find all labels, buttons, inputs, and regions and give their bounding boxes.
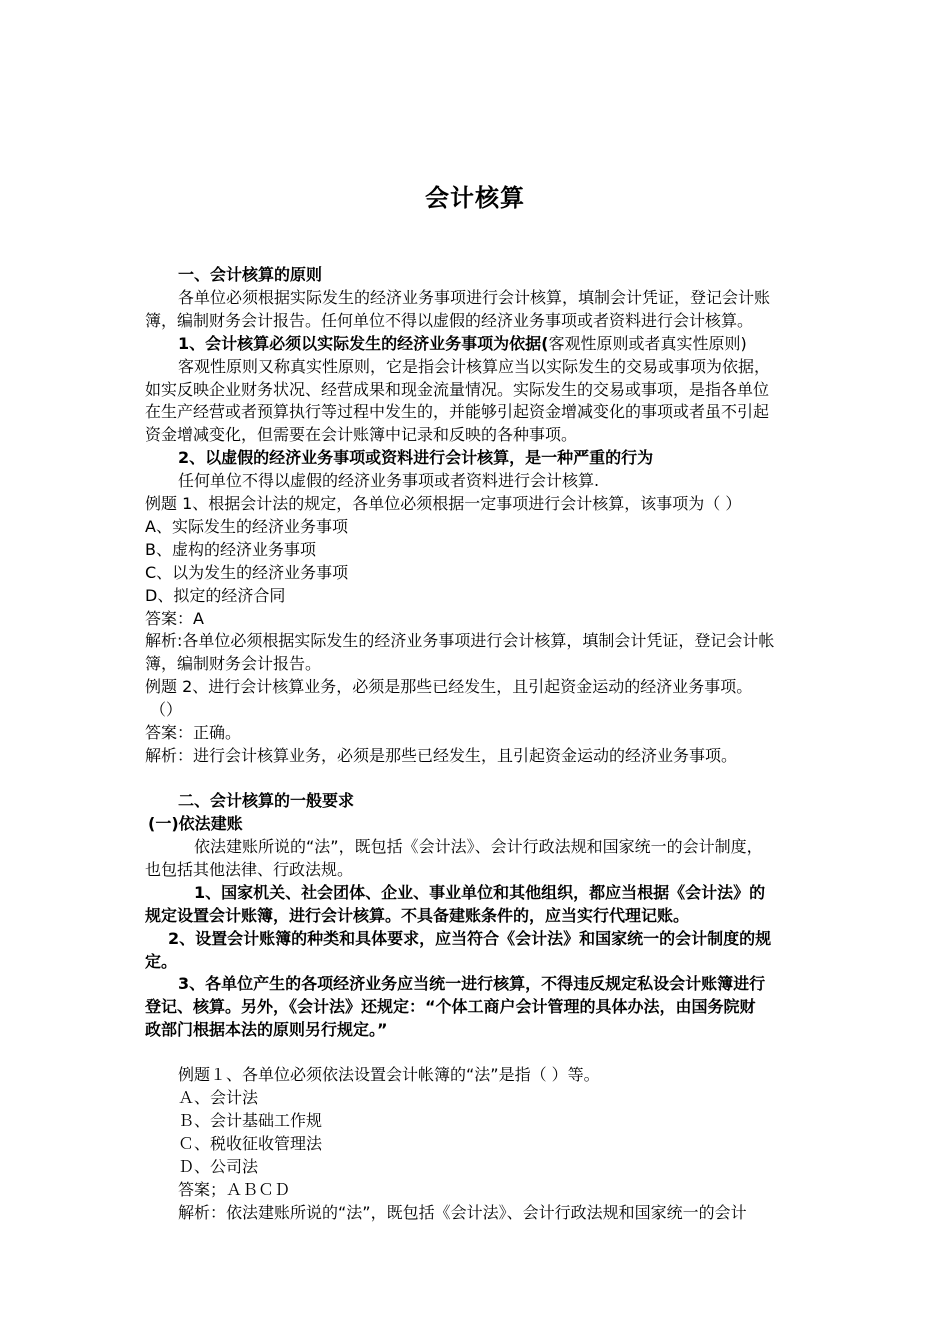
example-question: 例题 2、进行会计核算业务，必须是那些已经发生，且引起资金运动的经济业务事项。 — [145, 677, 753, 696]
subheading-normal: 客观性原则或者真实性原则) — [548, 334, 747, 353]
bold-paragraph-line: 定。 — [145, 952, 178, 971]
document-title: 会计核算 — [425, 184, 525, 212]
bold-paragraph-line: 1、国家机关、社会团体、企业、事业单位和其他组织，都应当根据《会计法》的 — [194, 883, 766, 902]
bold-paragraph-line: 2、设置会计账簿的种类和具体要求，应当符合《会计法》和国家统一的会计制度的规 — [168, 929, 772, 948]
paragraph-line: 在生产经营或者预算执行等过程中发生的，并能够引起资金增减变化的事项或者虽不引起 — [145, 402, 770, 421]
paragraph-line: 各单位必须根据实际发生的经济业务事项进行会计核算，填制会计凭证，登记会计账 — [178, 288, 771, 307]
option-line: D、拟定的经济合同 — [145, 586, 286, 605]
paragraph-line: 如实反映企业财务状况、经营成果和现金流量情况。实际发生的交易或事项，是指各单位 — [145, 380, 770, 399]
option-line: B、虚构的经济业务事项 — [145, 540, 316, 559]
paragraph-line: 依法建账所说的“法”，既包括《会计法》、会计行政法规和国家统一的会计制度， — [194, 837, 763, 856]
analysis-line: 解析：进行会计核算业务，必须是那些已经发生，且引起资金运动的经济业务事项。 — [145, 746, 738, 765]
option-line: C、以为发生的经济业务事项 — [145, 563, 349, 582]
paragraph-line: 簿，编制财务会计报告。任何单位不得以虚假的经济业务事项或者资料进行会计核算。 — [145, 311, 754, 330]
bold-paragraph-line: 政部门根据本法的原则另行规定。” — [145, 1020, 388, 1039]
section-heading: 二、会计核算的一般要求 — [178, 791, 355, 810]
example-question: 例题１、各单位必须依法设置会计帐簿的“法”是指（ ）等。 — [178, 1065, 600, 1084]
subheading-bold: 1、会计核算必须以实际发生的经济业务事项为依据( — [178, 334, 549, 353]
option-line: Ｂ、会计基础工作规 — [178, 1111, 323, 1130]
answer-line: 答案：正确。 — [145, 723, 242, 742]
example-question: 例题 1、根据会计法的规定，各单位必须根据一定事项进行会计核算，该事项为（ ） — [145, 494, 742, 513]
analysis-line: 簿，编制财务会计报告。 — [145, 654, 322, 673]
paragraph-line: 资金增减变化，但需要在会计账簿中记录和反映的各种事项。 — [145, 425, 578, 444]
option-line: A、实际发生的经济业务事项 — [145, 517, 348, 536]
bold-paragraph-line: 登记、核算。另外，《会计法》还规定：“个体工商户会计管理的具体办法，由国务院财 — [145, 997, 756, 1016]
example-question: （） — [150, 700, 183, 719]
paragraph-line: 客观性原则又称真实性原则，它是指会计核算应当以实际发生的交易或事项为依据， — [178, 357, 771, 376]
paragraph-line: 任何单位不得以虚假的经济业务事项或者资料进行会计核算. — [178, 471, 600, 490]
bold-paragraph-line: 规定设置会计账簿，进行会计核算。不具备建账条件的，应当实行代理记账。 — [145, 906, 690, 925]
section-heading: 一、会计核算的原则 — [178, 265, 323, 284]
subheading-line — [178, 333, 747, 355]
subheading-line: 2、以虚假的经济业务事项或资料进行会计核算，是一种严重的行为 — [178, 448, 654, 467]
option-line: Ｃ、税收征收管理法 — [178, 1134, 323, 1153]
answer-line: 答案：A — [145, 609, 204, 628]
paragraph-line: 也包括其他法律、行政法规。 — [145, 860, 354, 879]
option-line: Ｄ、公司法 — [178, 1157, 259, 1176]
analysis-line: 解析：依法建账所说的“法”，既包括《会计法》、会计行政法规和国家统一的会计 — [178, 1203, 747, 1222]
bold-paragraph-line: 3、各单位产生的各项经济业务应当统一进行核算，不得违反规定私设会计账簿进行 — [178, 974, 766, 993]
answer-line: 答案；ＡＢＣＤ — [178, 1180, 291, 1199]
subsection-heading: (一)依法建账 — [148, 814, 243, 833]
option-line: Ａ、会计法 — [178, 1088, 259, 1107]
analysis-line: 解析:各单位必须根据实际发生的经济业务事项进行会计核算，填制会计凭证，登记会计帐 — [145, 631, 775, 650]
